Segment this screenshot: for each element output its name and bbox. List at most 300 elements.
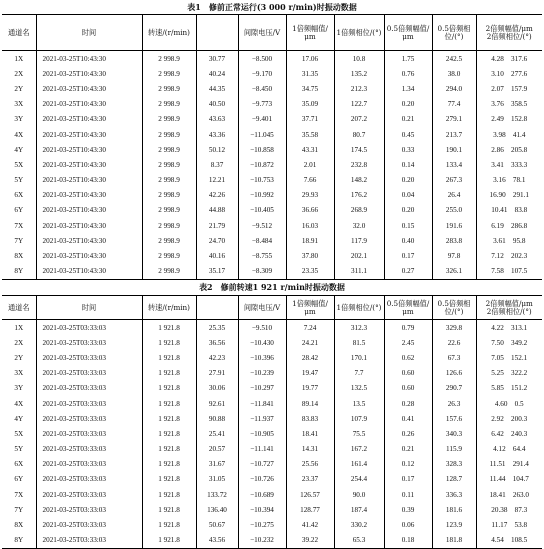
cell-05x-phase: 22.6 [432,335,476,350]
cell-2x-phase: 107.5 [511,267,528,276]
col-header-time: 时间 [36,15,142,51]
cell-2x-amp: 4.60 [494,399,508,408]
cell-2x-amp-phase [476,457,542,472]
cell-1x-amp: 19.47 [286,366,334,381]
cell-05x-amp: 0.60 [384,381,432,396]
cell-2x-amp-phase [476,264,542,280]
col-header-05x-amp: 0.5倍频幅值/μm [384,296,432,320]
col-header-1x-amp: 1倍频幅值/μm [286,15,334,51]
cell-speed: 2 998.9 [142,233,196,248]
cell-2x-phase: 95.8 [512,236,526,245]
cell-time: 2021-03-25T03:33:03 [36,366,142,381]
cell-05x-amp: 2.45 [384,335,432,350]
cell-05x-phase: 157.6 [432,411,476,426]
cell-2x-amp-phase [476,112,542,127]
cell-05x-amp: 0.76 [384,66,432,81]
cell-channel: 3Y [14,115,24,124]
cell-05x-phase: 126.6 [432,366,476,381]
cell-gap-voltage: −10.726 [238,472,286,487]
cell-channel: 5X [14,160,24,169]
cell-channel: 7Y [14,505,24,514]
table1-body [2,51,542,280]
table-row [2,81,542,96]
cell-channel: 5Y [14,176,24,185]
cell-amp: 24.70 [196,233,238,248]
cell-1x-amp: 28.42 [286,350,334,365]
cell-05x-amp: 0.79 [384,320,432,336]
cell-speed: 1 921.8 [142,411,196,426]
cell-gap-voltage: −10.905 [238,426,286,441]
cell-amp: 25.35 [196,320,238,336]
cell-channel: 8Y [2,533,36,549]
cell-2x-amp-phase [476,487,542,502]
cell-amp: 30.06 [196,381,238,396]
cell-05x-amp: 0.41 [384,411,432,426]
col-header-channel: 通道名 [2,296,36,320]
cell-05x-phase: 326.1 [432,264,476,280]
cell-time: 2021-03-25T03:33:03 [36,533,142,549]
cell-2x-phase: 205.8 [511,145,528,154]
cell-2x-amp: 2.92 [491,414,504,423]
cell-speed: 2 998.9 [142,97,196,112]
cell-1x-amp: 29.93 [286,188,334,203]
cell-time: 2021-03-25T10:43:30 [36,112,142,127]
cell-gap-voltage: −10.396 [238,350,286,365]
cell-1x-amp: 14.31 [286,442,334,457]
cell-channel: 4X [14,130,24,139]
cell-2x-amp-phase [476,350,542,365]
cell-speed: 1 921.8 [142,366,196,381]
table-row [2,188,542,203]
cell-amp: 44.35 [196,81,238,96]
cell-2x-phase: 322.2 [511,369,528,378]
cell-amp: 21.79 [196,218,238,233]
cell-amp: 133.72 [196,487,238,502]
cell-2x-amp: 4.28 [491,54,504,63]
cell-05x-phase: 190.1 [432,142,476,157]
cell-speed: 1 921.8 [142,320,196,336]
cell-time: 2021-03-25T10:43:30 [36,264,142,280]
cell-speed: 1 921.8 [142,442,196,457]
cell-speed: 1 921.8 [142,487,196,502]
cell-05x-amp: 0.20 [384,203,432,218]
cell-2x-amp-phase [476,320,542,336]
cell-time: 2021-03-25T03:33:03 [36,457,142,472]
cell-2x-amp: 6.19 [491,221,504,230]
cell-2x-amp: 7.50 [491,338,504,347]
cell-time: 2021-03-25T10:43:30 [36,51,142,67]
cell-2x-amp: 10.41 [491,206,508,215]
cell-1x-amp: 18.41 [286,426,334,441]
cell-channel: 2Y [14,353,24,362]
cell-05x-amp: 0.60 [384,366,432,381]
cell-speed: 1 921.8 [142,457,196,472]
table-row [2,457,542,472]
cell-1x-phase: 148.2 [334,173,384,188]
cell-2x-amp: 16.90 [489,191,506,200]
cell-2x-amp: 2.07 [491,84,504,93]
col-header-1x-phase: 1倍频相位/(°) [334,15,384,51]
cell-amp: 92.61 [196,396,238,411]
cell-speed: 2 998.9 [142,203,196,218]
col-header-speed: 转速/(r/min) [142,15,196,51]
cell-gap-voltage: −8.755 [238,248,286,263]
cell-2x-amp-phase [476,396,542,411]
cell-2x-phase: 313.1 [511,323,528,332]
cell-05x-phase: 26.3 [432,396,476,411]
table-row [2,502,542,517]
cell-05x-phase: 181.8 [432,533,476,549]
cell-05x-phase: 38.0 [432,66,476,81]
cell-05x-phase: 67.3 [432,350,476,365]
table-row [2,426,542,441]
cell-gap-voltage: −8.309 [238,264,286,280]
cell-2x-amp-phase [476,157,542,172]
cell-2x-amp: 3.76 [491,100,504,109]
table-row [2,51,542,67]
cell-2x-amp-phase [476,218,542,233]
cell-2x-amp-phase [476,248,542,263]
cell-1x-amp: 17.06 [286,51,334,67]
cell-speed: 2 998.9 [142,142,196,157]
cell-channel: 2X [14,338,24,347]
cell-2x-amp: 7.05 [491,353,504,362]
cell-05x-amp: 0.21 [384,442,432,457]
cell-channel: 8X [14,521,24,530]
cell-speed: 1 921.8 [142,517,196,532]
table-row [2,142,542,157]
cell-amp: 40.16 [196,248,238,263]
cell-channel: 1X [14,323,24,332]
cell-05x-phase: 26.4 [432,188,476,203]
cell-1x-amp: 83.83 [286,411,334,426]
table-row [2,66,542,81]
cell-2x-phase: 240.3 [511,429,528,438]
cell-2x-phase: 0.5 [514,399,524,408]
cell-speed: 2 998.9 [142,264,196,280]
cell-1x-phase: 202.1 [334,248,384,263]
cell-1x-phase: 32.0 [334,218,384,233]
cell-2x-phase: 87.3 [514,505,528,514]
cell-1x-amp: 18.91 [286,233,334,248]
cell-channel: 6Y [14,475,24,484]
table-row [2,533,542,549]
cell-2x-phase: 358.5 [511,100,528,109]
cell-time: 2021-03-25T03:33:03 [36,442,142,457]
cell-channel: 2Y [14,84,24,93]
cell-1x-amp: 2.01 [286,157,334,172]
col-header-05x-amp: 0.5倍频幅值/μm [384,15,432,51]
cell-1x-phase: 107.9 [334,411,384,426]
cell-1x-phase: 13.5 [334,396,384,411]
col-header-amp-total [196,15,238,51]
cell-speed: 2 998.9 [142,157,196,172]
table1-header-row [2,15,542,51]
cell-gap-voltage: −10.239 [238,366,286,381]
cell-1x-phase: 254.4 [334,472,384,487]
cell-gap-voltage: −10.753 [238,173,286,188]
cell-amp: 43.36 [196,127,238,142]
cell-05x-amp: 0.62 [384,350,432,365]
cell-1x-amp: 43.31 [286,142,334,157]
table-row [2,350,542,365]
cell-2x-amp: 4.12 [493,445,506,454]
cell-1x-phase: 135.2 [334,66,384,81]
cell-time: 2021-03-25T03:33:03 [36,487,142,502]
cell-amp: 43.56 [196,533,238,549]
col-header-gap-voltage: 间隙电压/V [238,296,286,320]
cell-1x-amp: 36.66 [286,203,334,218]
cell-channel: 4Y [14,145,24,154]
cell-speed: 2 998.9 [142,112,196,127]
cell-2x-amp-phase [476,411,542,426]
table-row [2,517,542,532]
cell-1x-phase: 10.8 [334,51,384,67]
cell-channel: 7X [14,221,24,230]
cell-amp: 20.57 [196,442,238,457]
col-header-2x-amp-phase: 2倍频幅值/μm 2倍频相位/(°) [476,296,542,320]
cell-1x-phase: 81.5 [334,335,384,350]
table1-caption: 表1 修前正常运行(3 000 r/min)时振动数据 [187,2,357,12]
cell-amp: 40.24 [196,66,238,81]
cell-05x-phase: 255.0 [432,203,476,218]
cell-time: 2021-03-25T10:43:30 [36,203,142,218]
cell-channel: 3Y [14,384,24,393]
cell-2x-phase: 202.3 [511,252,528,261]
cell-2x-amp-phase [476,426,542,441]
cell-05x-amp: 0.06 [384,517,432,532]
cell-1x-amp: 7.24 [286,320,334,336]
col-header-1x-amp: 1倍频幅值/μm [286,296,334,320]
cell-time: 2021-03-25T03:33:03 [36,335,142,350]
cell-time: 2021-03-25T03:33:03 [36,517,142,532]
cell-05x-phase: 97.8 [432,248,476,263]
cell-time: 2021-03-25T10:43:30 [36,248,142,263]
cell-amp: 40.50 [196,97,238,112]
cell-05x-phase: 283.8 [432,233,476,248]
cell-amp: 43.63 [196,112,238,127]
cell-2x-amp-phase [476,533,542,549]
cell-1x-phase: 207.2 [334,112,384,127]
cell-time: 2021-03-25T10:43:30 [36,81,142,96]
cell-05x-phase: 329.8 [432,320,476,336]
cell-time: 2021-03-25T03:33:03 [36,381,142,396]
cell-gap-voltage: −9.170 [238,66,286,81]
cell-2x-amp: 3.16 [493,176,506,185]
cell-05x-phase: 128.7 [432,472,476,487]
cell-amp: 12.21 [196,173,238,188]
cell-2x-phase: 333.3 [511,160,528,169]
cell-05x-amp: 0.45 [384,127,432,142]
cell-1x-amp: 16.03 [286,218,334,233]
cell-channel: 7Y [14,236,24,245]
table-row [2,442,542,457]
cell-speed: 2 998.9 [142,51,196,67]
cell-1x-phase: 65.3 [334,533,384,549]
col-header-amp-total [196,296,238,320]
cell-channel: 4X [14,399,24,408]
cell-speed: 1 921.8 [142,396,196,411]
cell-gap-voltage: −10.430 [238,335,286,350]
cell-2x-amp-phase [476,472,542,487]
cell-gap-voltage: −10.992 [238,188,286,203]
cell-05x-amp: 0.18 [384,533,432,549]
cell-05x-amp: 0.17 [384,472,432,487]
cell-1x-phase: 117.9 [334,233,384,248]
cell-speed: 1 921.8 [142,502,196,517]
cell-amp: 8.37 [196,157,238,172]
cell-2x-phase: 152.8 [511,115,528,124]
col-header-gap-voltage: 间隙电压/V [238,15,286,51]
table-row [2,218,542,233]
cell-05x-phase: 181.6 [432,502,476,517]
cell-05x-amp: 0.39 [384,502,432,517]
cell-amp: 90.88 [196,411,238,426]
cell-1x-phase: 212.3 [334,81,384,96]
cell-amp: 36.56 [196,335,238,350]
cell-2x-amp: 5.25 [491,369,504,378]
cell-speed: 2 998.9 [142,188,196,203]
cell-05x-phase: 77.4 [432,97,476,112]
cell-gap-voltage: −10.858 [238,142,286,157]
cell-gap-voltage: −11.045 [238,127,286,142]
cell-05x-amp: 0.17 [384,248,432,263]
table2 [2,295,542,549]
table-row [2,381,542,396]
cell-1x-amp: 128.77 [286,502,334,517]
cell-1x-amp: 35.09 [286,97,334,112]
cell-05x-phase: 267.3 [432,173,476,188]
cell-gap-voltage: −11.937 [238,411,286,426]
cell-speed: 1 921.8 [142,350,196,365]
cell-amp: 25.41 [196,426,238,441]
cell-gap-voltage: −8.484 [238,233,286,248]
cell-1x-amp: 39.22 [286,533,334,549]
cell-time: 2021-03-25T03:33:03 [36,426,142,441]
cell-05x-phase: 340.3 [432,426,476,441]
cell-time: 2021-03-25T03:33:03 [36,396,142,411]
table-row [2,264,542,280]
table1 [2,14,542,280]
cell-05x-phase: 290.7 [432,381,476,396]
cell-gap-voltage: −9.773 [238,97,286,112]
cell-2x-amp: 7.58 [491,267,504,276]
col-header-1x-phase: 1倍频相位/(°) [334,296,384,320]
cell-1x-amp: 35.58 [286,127,334,142]
cell-05x-amp: 0.14 [384,157,432,172]
cell-gap-voltage: −9.512 [238,218,286,233]
cell-2x-phase: 53.8 [514,521,528,530]
cell-2x-amp: 11.51 [489,460,506,469]
cell-gap-voltage: −10.405 [238,203,286,218]
table2-body [2,320,542,549]
cell-1x-phase: 174.5 [334,142,384,157]
cell-05x-amp: 1.75 [384,51,432,67]
cell-05x-amp: 0.11 [384,487,432,502]
cell-1x-phase: 132.5 [334,381,384,396]
cell-amp: 50.12 [196,142,238,157]
cell-time: 2021-03-25T10:43:30 [36,127,142,142]
cell-2x-amp: 2.49 [491,115,504,124]
cell-05x-amp: 0.33 [384,142,432,157]
cell-time: 2021-03-25T10:43:30 [36,97,142,112]
cell-amp: 42.26 [196,188,238,203]
cell-05x-phase: 123.9 [432,517,476,532]
cell-2x-amp-phase [476,203,542,218]
cell-2x-amp: 3.41 [491,160,504,169]
cell-channel: 2X [14,69,24,78]
cell-2x-phase: 151.2 [511,384,528,393]
cell-gap-voltage: −10.297 [238,381,286,396]
cell-channel: 5Y [14,445,24,454]
cell-2x-amp: 11.17 [491,521,508,530]
cell-1x-amp: 31.35 [286,66,334,81]
cell-2x-amp: 11.44 [489,475,506,484]
cell-time: 2021-03-25T10:43:30 [36,157,142,172]
cell-gap-voltage: −10.872 [238,157,286,172]
cell-speed: 1 921.8 [142,426,196,441]
cell-gap-voltage: −10.394 [238,502,286,517]
cell-channel: 1X [14,54,24,63]
cell-time: 2021-03-25T10:43:30 [36,233,142,248]
cell-2x-amp: 3.10 [491,69,504,78]
cell-05x-phase: 294.0 [432,81,476,96]
cell-05x-phase: 279.1 [432,112,476,127]
cell-2x-amp: 6.42 [491,429,504,438]
cell-1x-amp: 23.37 [286,472,334,487]
cell-2x-amp: 3.61 [493,236,506,245]
cell-amp: 50.67 [196,517,238,532]
cell-1x-phase: 80.7 [334,127,384,142]
cell-amp: 31.67 [196,457,238,472]
table-row [2,366,542,381]
cell-speed: 1 921.8 [142,472,196,487]
cell-gap-voltage: −10.275 [238,517,286,532]
cell-05x-phase: 336.3 [432,487,476,502]
cell-speed: 1 921.8 [142,335,196,350]
cell-05x-amp: 0.20 [384,173,432,188]
cell-05x-amp: 0.40 [384,233,432,248]
cell-time: 2021-03-25T10:43:30 [36,142,142,157]
cell-gap-voltage: −9.401 [238,112,286,127]
cell-2x-phase: 152.1 [511,353,528,362]
cell-time: 2021-03-25T03:33:03 [36,411,142,426]
cell-amp: 42.23 [196,350,238,365]
cell-05x-amp: 0.12 [384,457,432,472]
cell-2x-phase: 349.2 [511,338,528,347]
table-row [2,203,542,218]
cell-05x-phase: 213.7 [432,127,476,142]
col-header-2x-amp-phase: 2倍频幅值/μm 2倍频相位/(°) [476,15,542,51]
cell-1x-phase: 176.2 [334,188,384,203]
cell-gap-voltage: −11.141 [238,442,286,457]
cell-05x-amp: 0.27 [384,264,432,280]
cell-time: 2021-03-25T10:43:30 [36,66,142,81]
cell-2x-amp-phase [476,381,542,396]
cell-amp: 30.77 [196,51,238,67]
cell-gap-voltage: −9.510 [238,320,286,336]
col-header-speed: 转速/(r/min) [142,296,196,320]
cell-amp: 31.05 [196,472,238,487]
cell-1x-phase: 167.2 [334,442,384,457]
col-header-05x-phase: 0.5倍频相位/(°) [432,15,476,51]
cell-time: 2021-03-25T10:43:30 [36,173,142,188]
cell-05x-amp: 0.26 [384,426,432,441]
cell-2x-amp: 20.38 [491,505,508,514]
cell-2x-phase: 200.3 [511,414,528,423]
table2-header-row [2,296,542,320]
cell-2x-amp-phase [476,188,542,203]
